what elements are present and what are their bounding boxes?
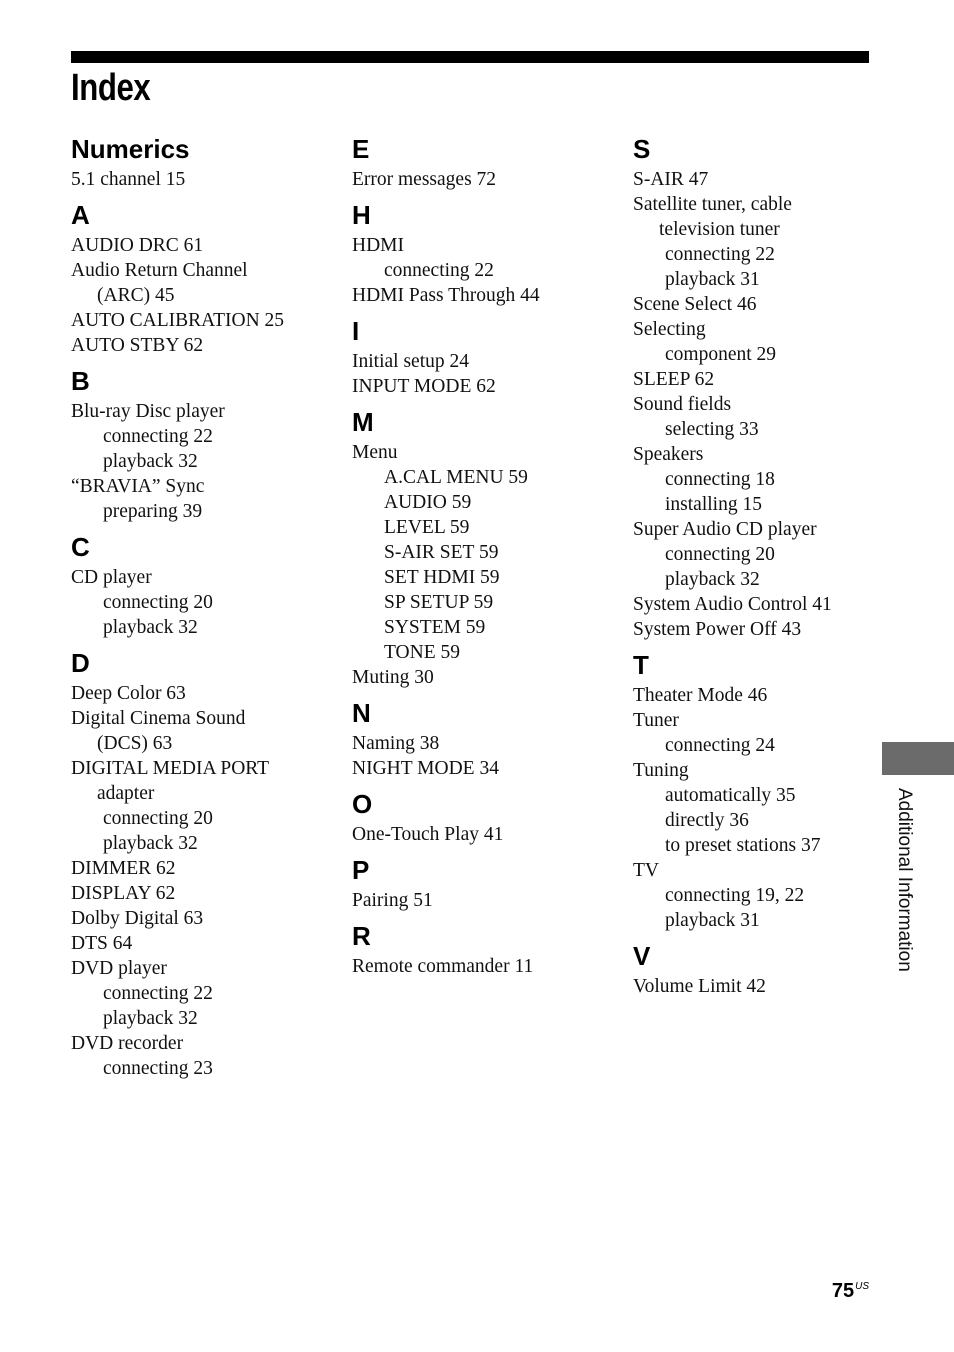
index-entry-list: [352, 731, 614, 781]
index-entry-continuation: (ARC) 45: [97, 285, 175, 306]
index-entry-list: [71, 681, 333, 1081]
index-entry: S-AIR 47: [633, 169, 709, 190]
section-heading: R: [352, 921, 371, 951]
index-column-2: [352, 131, 614, 984]
index-subentry: component 29: [665, 344, 777, 365]
index-entry: Menu: [352, 442, 398, 463]
index-entry: DVD recorder: [71, 1033, 184, 1054]
index-entry-list: [352, 954, 614, 979]
index-subentry: installing 15: [665, 494, 762, 515]
index-entry: HDMI Pass Through 44: [352, 285, 540, 306]
section-heading: O: [352, 789, 373, 819]
index-subentry: SYSTEM 59: [384, 617, 486, 638]
index-entry: CD player: [71, 567, 152, 588]
index-subentry: connecting 23: [103, 1058, 213, 1079]
index-subentry: directly 36: [665, 810, 749, 831]
index-section: [352, 918, 614, 979]
section-heading: P: [352, 855, 370, 885]
section-heading: I: [352, 316, 360, 346]
section-heading: D: [71, 648, 90, 678]
index-entry: DIMMER 62: [71, 858, 176, 879]
index-subentry: connecting 20: [665, 544, 775, 565]
index-section: [71, 363, 333, 524]
index-entry: Tuning: [633, 760, 689, 781]
index-entry-list: [633, 167, 895, 642]
index-subentry: selecting 33: [665, 419, 759, 440]
index-subentry: SP SETUP 59: [384, 592, 494, 613]
index-subentry: playback 31: [665, 910, 760, 931]
section-heading: B: [71, 366, 90, 396]
index-entry: Error messages 72: [352, 169, 497, 190]
index-subentry: playback 32: [103, 833, 198, 854]
index-section: [633, 647, 895, 933]
index-subentry: connecting 24: [665, 735, 775, 756]
index-section: [633, 131, 895, 642]
index-section: [352, 197, 614, 308]
section-heading: V: [633, 941, 651, 971]
index-subentry: AUDIO 59: [384, 492, 472, 513]
index-entry: Naming 38: [352, 733, 440, 754]
section-heading: N: [352, 698, 371, 728]
index-entry-list: [352, 888, 614, 913]
index-entry: DIGITAL MEDIA PORT: [71, 758, 270, 779]
index-subentry: A.CAL MENU 59: [384, 467, 528, 488]
index-entry: Sound fields: [633, 394, 732, 415]
index-entry: SLEEP 62: [633, 369, 715, 390]
index-entry: AUTO CALIBRATION 25: [71, 310, 285, 331]
index-entry: Scene Select 46: [633, 294, 757, 315]
index-entry-continuation: adapter: [97, 783, 155, 804]
index-entry-continuation: (DCS) 63: [97, 733, 173, 754]
index-subentry: playback 32: [103, 451, 198, 472]
index-section: [71, 529, 333, 640]
index-subentry: automatically 35: [665, 785, 796, 806]
page-number-value: 75: [831, 1280, 855, 1302]
index-subentry: connecting 19, 22: [665, 885, 805, 906]
index-entry: Initial setup 24: [352, 351, 469, 372]
index-entry: One-Touch Play 41: [352, 824, 504, 845]
section-heading: E: [352, 134, 370, 164]
index-entry-list: [71, 565, 333, 640]
index-column-3: [633, 131, 895, 1004]
page-number-suffix: US: [855, 1281, 869, 1292]
index-entry: Pairing 51: [352, 890, 433, 911]
index-entry: Tuner: [633, 710, 679, 731]
index-entry-list: [352, 440, 614, 690]
page-number: [832, 1280, 869, 1303]
index-entry: Super Audio CD player: [633, 519, 817, 540]
index-subentry: playback 32: [103, 1008, 198, 1029]
index-entry-list: [633, 974, 895, 999]
index-subentry: connecting 22: [103, 983, 213, 1004]
index-entry: “BRAVIA” Sync: [71, 476, 205, 497]
index-entry: Selecting: [633, 319, 706, 340]
index-entry: Blu-ray Disc player: [71, 401, 225, 422]
index-entry-list: [352, 233, 614, 308]
index-entry-list: [71, 167, 333, 192]
index-entry-list: [352, 167, 614, 192]
index-entry: INPUT MODE 62: [352, 376, 496, 397]
index-entry-list: [352, 822, 614, 847]
section-heading: Numerics: [71, 134, 190, 164]
index-entry: NIGHT MODE 34: [352, 758, 499, 779]
index-section: [352, 852, 614, 913]
index-subentry: to preset stations 37: [665, 835, 821, 856]
index-entry-list: [71, 399, 333, 524]
index-subentry: connecting 22: [665, 244, 775, 265]
index-entry-list: [71, 233, 333, 358]
index-entry-list: [633, 683, 895, 933]
index-section: [352, 786, 614, 847]
section-heading: C: [71, 532, 90, 562]
index-subentry: LEVEL 59: [384, 517, 470, 538]
index-subentry: connecting 18: [665, 469, 775, 490]
index-entry: Digital Cinema Sound: [71, 708, 246, 729]
index-entry: 5.1 channel 15: [71, 169, 186, 190]
index-entry: Speakers: [633, 444, 704, 465]
index-entry: Deep Color 63: [71, 683, 186, 704]
index-entry: AUTO STBY 62: [71, 335, 204, 356]
top-rule: [71, 51, 869, 63]
index-section: [352, 131, 614, 192]
index-subentry: TONE 59: [384, 642, 461, 663]
section-heading: T: [633, 650, 649, 680]
index-entry: Audio Return Channel: [71, 260, 248, 281]
index-section: [71, 197, 333, 358]
index-subentry: connecting 20: [103, 592, 213, 613]
index-entry: Muting 30: [352, 667, 434, 688]
index-entry: DTS 64: [71, 933, 133, 954]
index-subentry: playback 31: [665, 269, 760, 290]
index-subentry: preparing 39: [103, 501, 203, 522]
index-subentry: connecting 22: [103, 426, 213, 447]
index-entry: System Audio Control 41: [633, 594, 832, 615]
index-section: [352, 695, 614, 781]
index-entry: Remote commander 11: [352, 956, 534, 977]
index-subentry: playback 32: [665, 569, 760, 590]
index-entry: Satellite tuner, cable: [633, 194, 792, 215]
index-entry: Dolby Digital 63: [71, 908, 204, 929]
index-subentry: connecting 22: [384, 260, 494, 281]
index-subentry: connecting 20: [103, 808, 213, 829]
index-entry: Volume Limit 42: [633, 976, 766, 997]
section-heading: M: [352, 407, 374, 437]
index-section: [71, 131, 333, 192]
index-entry: AUDIO DRC 61: [71, 235, 204, 256]
index-entry-list: [352, 349, 614, 399]
index-section: [633, 938, 895, 999]
index-entry: System Power Off 43: [633, 619, 802, 640]
page-title: Index: [71, 67, 151, 109]
section-heading: S: [633, 134, 651, 164]
index-section: [352, 313, 614, 399]
index-column-1: [71, 131, 333, 1086]
section-heading: H: [352, 200, 371, 230]
index-section: [352, 404, 614, 690]
index-entry: HDMI: [352, 235, 404, 256]
index-entry: DVD player: [71, 958, 167, 979]
index-subentry: SET HDMI 59: [384, 567, 500, 588]
index-section: [71, 645, 333, 1081]
index-entry-continuation: television tuner: [659, 219, 780, 240]
section-tab-label: Additional Information: [894, 788, 915, 972]
index-entry: Theater Mode 46: [633, 685, 768, 706]
index-entry: DISPLAY 62: [71, 883, 176, 904]
index-entry: TV: [633, 860, 659, 881]
section-tab-marker: [882, 742, 954, 775]
section-heading: A: [71, 200, 90, 230]
index-subentry: playback 32: [103, 617, 198, 638]
index-subentry: S-AIR SET 59: [384, 542, 499, 563]
